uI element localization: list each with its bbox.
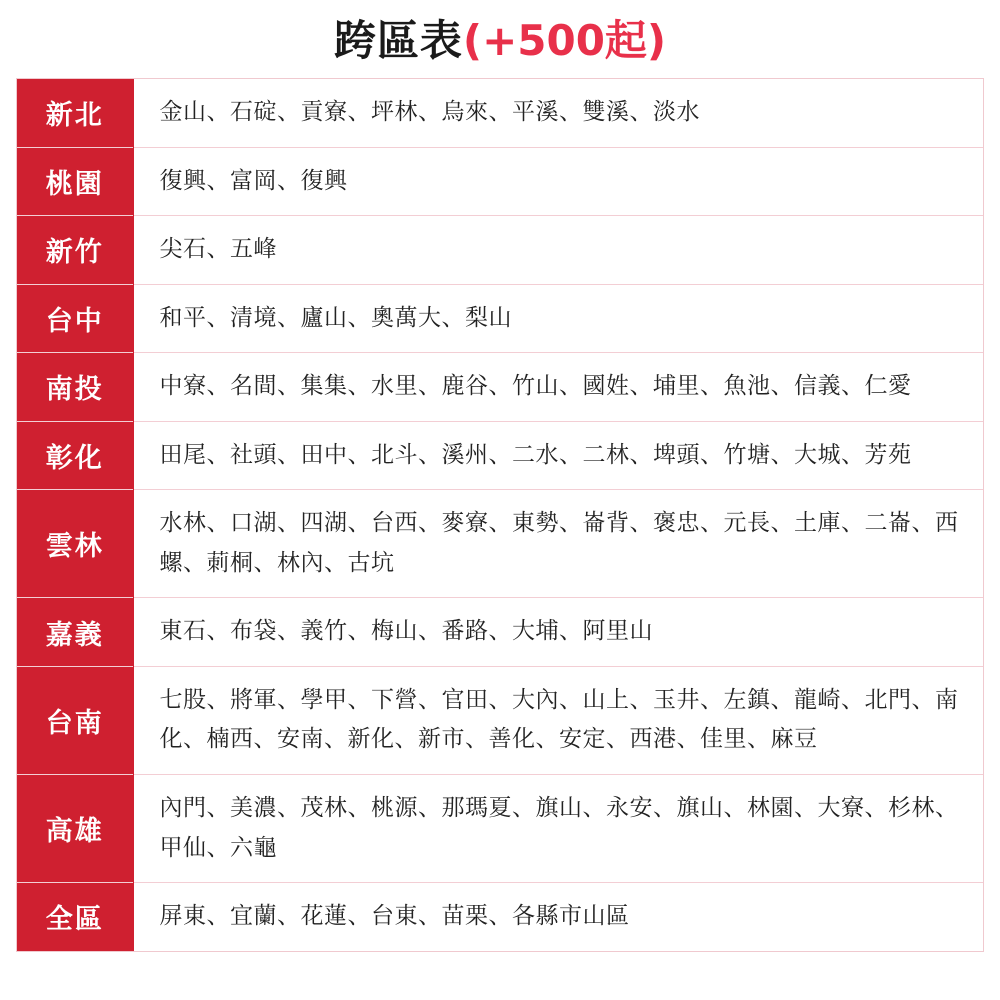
- region-label: 台南: [17, 666, 133, 774]
- areas-cell: 七股、將軍、學甲、下營、官田、大內、山上、玉井、左鎮、龍崎、北門、南化、楠西、安南、新化、新市、善化、安定、西港、佳里、麻豆: [159, 686, 959, 753]
- areas-cell: 內門、美濃、茂林、桃源、那瑪夏、旗山、永安、旗山、林園、大寮、杉林、甲仙、六龜: [159, 795, 959, 861]
- region-label: 台中: [17, 284, 133, 353]
- areas-cell: 尖石、五峰: [159, 236, 277, 263]
- region-label: 雲林: [17, 490, 133, 598]
- table-row: [17, 666, 983, 774]
- region-label: 桃園: [17, 147, 133, 216]
- region-label: 新北: [17, 79, 133, 147]
- areas-cell: 復興、富岡、復興: [159, 167, 348, 194]
- zone-table-container: [16, 78, 984, 952]
- region-label: 彰化: [17, 421, 133, 490]
- region-label: 南投: [17, 353, 133, 422]
- areas-cell: 水林、口湖、四湖、台西、麥寮、東勢、崙背、褒忠、元長、土庫、二崙、西螺、莿桐、林內、古坑: [159, 510, 959, 576]
- table-row: [17, 883, 983, 951]
- table-row: [17, 353, 983, 422]
- zone-table-body: [17, 79, 983, 951]
- region-label: 嘉義: [17, 598, 133, 667]
- page-title-main: 跨區表: [333, 16, 463, 65]
- areas-cell: 屏東、宜蘭、花蓮、台東、苗栗、各縣市山區: [159, 903, 630, 930]
- areas-cell: 東石、布袋、義竹、梅山、番路、大埔、阿里山: [159, 618, 653, 645]
- table-row: [17, 216, 983, 285]
- table-row: [17, 598, 983, 667]
- table-row: [17, 284, 983, 353]
- zone-table: [17, 79, 983, 951]
- page-title: [0, 0, 1000, 78]
- areas-cell: 金山、石碇、貢寮、坪林、烏來、平溪、雙溪、淡水: [159, 99, 700, 125]
- areas-cell: 和平、清境、廬山、奧萬大、梨山: [159, 304, 512, 331]
- page-title-accent: (+500起): [462, 16, 667, 65]
- areas-cell: 中寮、名間、集集、水里、鹿谷、竹山、國姓、埔里、魚池、信義、仁愛: [159, 373, 912, 400]
- table-row: [17, 775, 983, 883]
- region-label: 新竹: [17, 216, 133, 285]
- table-row: [17, 79, 983, 147]
- areas-cell: 田尾、社頭、田中、北斗、溪州、二水、二林、埤頭、竹塘、大城、芳苑: [159, 441, 912, 468]
- region-label: 全區: [17, 883, 133, 951]
- table-row: [17, 147, 983, 216]
- table-row: [17, 490, 983, 598]
- region-label: 高雄: [17, 775, 133, 883]
- table-row: [17, 421, 983, 490]
